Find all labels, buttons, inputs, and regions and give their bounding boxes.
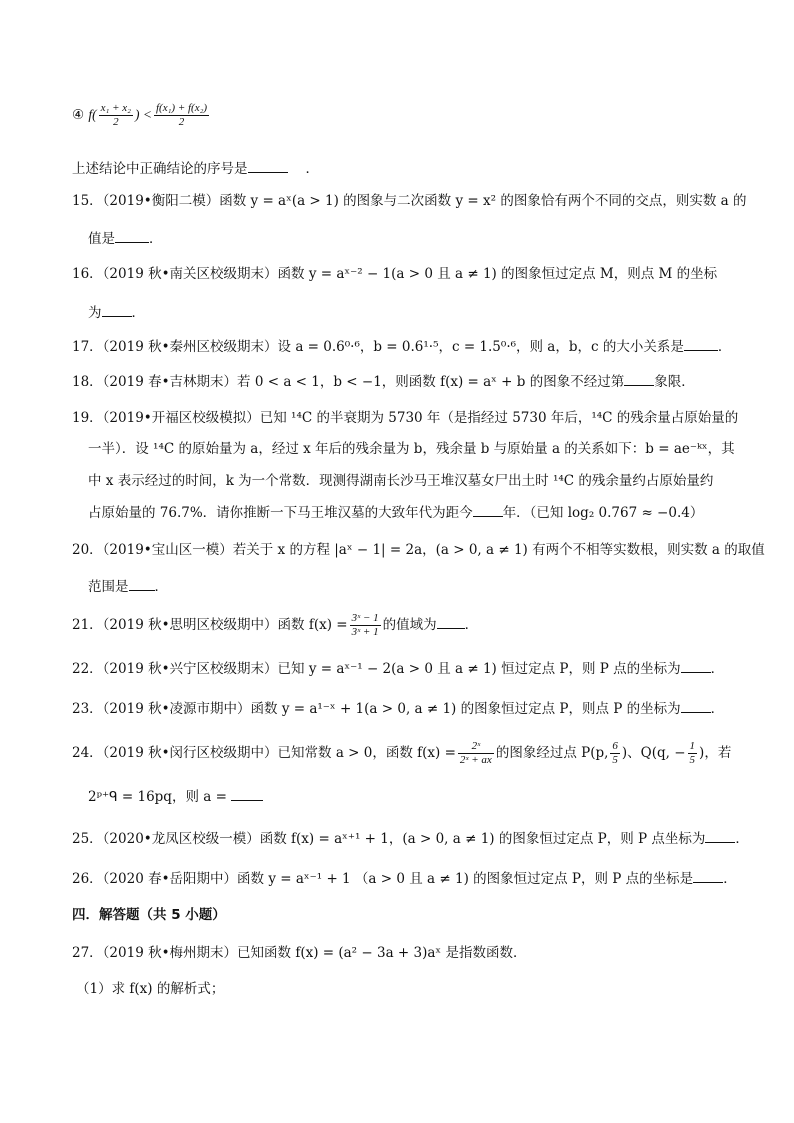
q24-line2	[88, 788, 734, 806]
numerator: 1	[689, 740, 696, 752]
question-text: 18．（2019 春•吉林期末）若 0 < a < 1，b < −1，则函数 f(x) = aˣ + b 的图象不经过第	[72, 374, 625, 390]
denominator: 5	[612, 754, 618, 766]
math-text: ) <	[135, 107, 152, 122]
q18-line	[72, 373, 734, 391]
q15-line2	[88, 230, 734, 248]
question-text: 17．（2019 秋•秦州区校级期末）设 a = 0.6⁰·⁶，b = 0.6¹·⁵，c = 1.5⁰·⁶，则 a，b，c 的大小关系是	[72, 339, 684, 355]
answer-blank[interactable]	[705, 830, 735, 843]
numerator: 2ˣ	[458, 740, 494, 754]
numerator: 3ˣ − 1	[351, 612, 379, 624]
question-text: 一半）．设 ¹⁴C 的原始量为 a，经过 x 年后的残余量为 b，残余量 b 与原始量 a 的关系如下：b = ae⁻ᵏˣ，其	[88, 441, 735, 457]
math-text: f(	[88, 107, 97, 122]
numerator: x₁ + x₂	[100, 102, 131, 114]
q19-line4	[88, 504, 734, 522]
answer-blank[interactable]	[624, 373, 654, 386]
section-heading	[72, 906, 734, 924]
fraction	[610, 740, 620, 767]
q24-line1	[72, 740, 734, 767]
question-text: 象限．	[654, 374, 695, 390]
question-text: 22．（2019 秋•兴宁区校级期末）已知 y = aˣ⁻¹ − 2(a > 0 且 a ≠ 1) 恒过定点 P，则 P 点的坐标为	[72, 661, 681, 677]
question-text: 值是	[88, 231, 115, 247]
punct: ．	[723, 871, 737, 887]
question-text: )、Q(q, −	[621, 745, 686, 761]
fraction	[688, 740, 698, 767]
section-title: 四．解答题（共 5 小题）	[72, 907, 226, 923]
answer-blank[interactable]	[248, 160, 288, 173]
fraction	[99, 102, 133, 129]
circled-number: ④	[72, 107, 85, 123]
question-text: 中 x 表示经过的时间，k 为一个常数．现测得湖南长沙马王堆汉墓女尸出土时 ¹⁴C 的残余量约占原始量约	[88, 473, 714, 489]
question-text: 的值域为	[382, 617, 437, 633]
q27-line2	[76, 980, 734, 998]
q20-line1	[72, 541, 765, 559]
denominator: 2	[178, 116, 185, 128]
answer-blank[interactable]	[231, 788, 263, 801]
q20-line2	[88, 578, 734, 596]
denominator: 2	[113, 116, 119, 128]
answer-blank[interactable]	[693, 870, 723, 883]
question-text: 26．（2020 春•岳阳期中）函数 y = aˣ⁻¹ + 1 （a > 0 且 a ≠ 1) 的图象恒过定点 P，则 P 点的坐标是	[72, 871, 694, 887]
q19-line1	[72, 409, 739, 427]
fraction	[458, 740, 494, 767]
answer-blank[interactable]	[102, 304, 132, 317]
answer-blank[interactable]	[681, 700, 711, 713]
question-text: 23．（2019 秋•凌源市期中）函数 y = a¹⁻ˣ + 1(a > 0, a ≠ 1) 的图象恒过定点 P，则点 P 的坐标为	[72, 701, 681, 717]
question-text: 20．（2019•宝山区一模）若关于 x 的方程 |aˣ − 1| = 2a，(a > 0, a ≠ 1) 有两个不相等实数根，则实数 a 的取值	[72, 542, 765, 558]
q22-line	[72, 660, 734, 678]
q19-line2	[88, 440, 734, 458]
punct: ．	[305, 161, 319, 177]
question-text: 上述结论中正确结论的序号是	[72, 161, 248, 177]
question-text: 16．（2019 秋•南关区校级期末）函数 y = aˣ⁻² − 1(a > 0 且 a ≠ 1) 的图象恒过定点 M，则点 M 的坐标	[72, 266, 718, 282]
question-text: )，若	[699, 745, 732, 761]
question-text: 15．（2019•衡阳二模）函数 y = aˣ(a > 1) 的图象与二次函数 y = x² 的图象恰有两个不同的交点，则实数 a 的	[72, 193, 747, 209]
answer-blank[interactable]	[129, 578, 155, 591]
q25-line	[72, 830, 749, 848]
q27-line1	[72, 944, 734, 962]
question-text: 占原始量的 76.7%．请你推断一下马王堆汉墓的大致年代为距今	[88, 505, 473, 521]
question-text: 25．（2020•龙凤区校级一模）函数 f(x) = aˣ⁺¹ + 1，(a > 0, a ≠ 1) 的图象恒过定点 P，则 P 点坐标为	[72, 831, 706, 847]
q21-line	[72, 612, 734, 639]
answer-blank[interactable]	[115, 230, 149, 243]
question-text: 21．（2019 秋•思明区校级期中）函数 f(x) =	[72, 617, 348, 633]
numerator: f(x₁) + f(x₂)	[155, 102, 208, 114]
answer-blank[interactable]	[437, 616, 465, 629]
answer-blank[interactable]	[684, 338, 718, 351]
denominator: 5	[689, 754, 696, 766]
question-text: 的图象经过点 P(p,	[495, 745, 609, 761]
question-text: 年．（已知 log₂ 0.767 ≈ −0.4）	[502, 505, 704, 521]
q16-line1	[72, 265, 734, 283]
punct: ．	[735, 831, 749, 847]
answer-blank[interactable]	[473, 504, 503, 517]
question-text: 27．（2019 秋•梅州期末）已知函数 f(x) = (a² − 3a + 3)aˣ 是指数函数．	[72, 945, 527, 961]
punct: ．	[717, 339, 732, 355]
denominator: 3ˣ + 1	[351, 626, 379, 638]
punct: ．	[149, 231, 163, 247]
punct: ．	[464, 617, 479, 633]
item-4	[72, 102, 734, 129]
numerator: 6	[612, 740, 618, 752]
denominator: 2ˣ + ax	[459, 754, 492, 766]
question-text: 为	[88, 305, 102, 321]
conclusion-line	[72, 160, 734, 178]
fraction	[350, 612, 381, 639]
q16-line2	[88, 304, 734, 322]
answer-blank[interactable]	[681, 660, 711, 673]
q15-line1	[72, 192, 747, 210]
fraction	[154, 102, 209, 129]
sub-question-text: （1）求 f(x) 的解析式；	[76, 981, 225, 997]
question-text: 范围是	[88, 579, 129, 595]
q19-line3	[88, 472, 734, 490]
q23-line	[72, 700, 734, 718]
punct: ．	[131, 305, 145, 321]
q26-line	[72, 870, 737, 888]
q17-line	[72, 338, 734, 356]
punct: ．	[710, 661, 725, 677]
question-text: 24．（2019 秋•闵行区校级期中）已知常数 a > 0，函数 f(x) =	[72, 745, 456, 761]
question-text: 2ᵖ⁺ᑫ = 16pq，则 a =	[88, 789, 227, 805]
punct: ．	[154, 579, 168, 595]
question-text: 19．（2019•开福区校级模拟）已知 ¹⁴C 的半衰期为 5730 年（是指经过 5730 年后，¹⁴C 的残余量占原始量的	[72, 410, 739, 426]
punct: ．	[710, 701, 725, 717]
